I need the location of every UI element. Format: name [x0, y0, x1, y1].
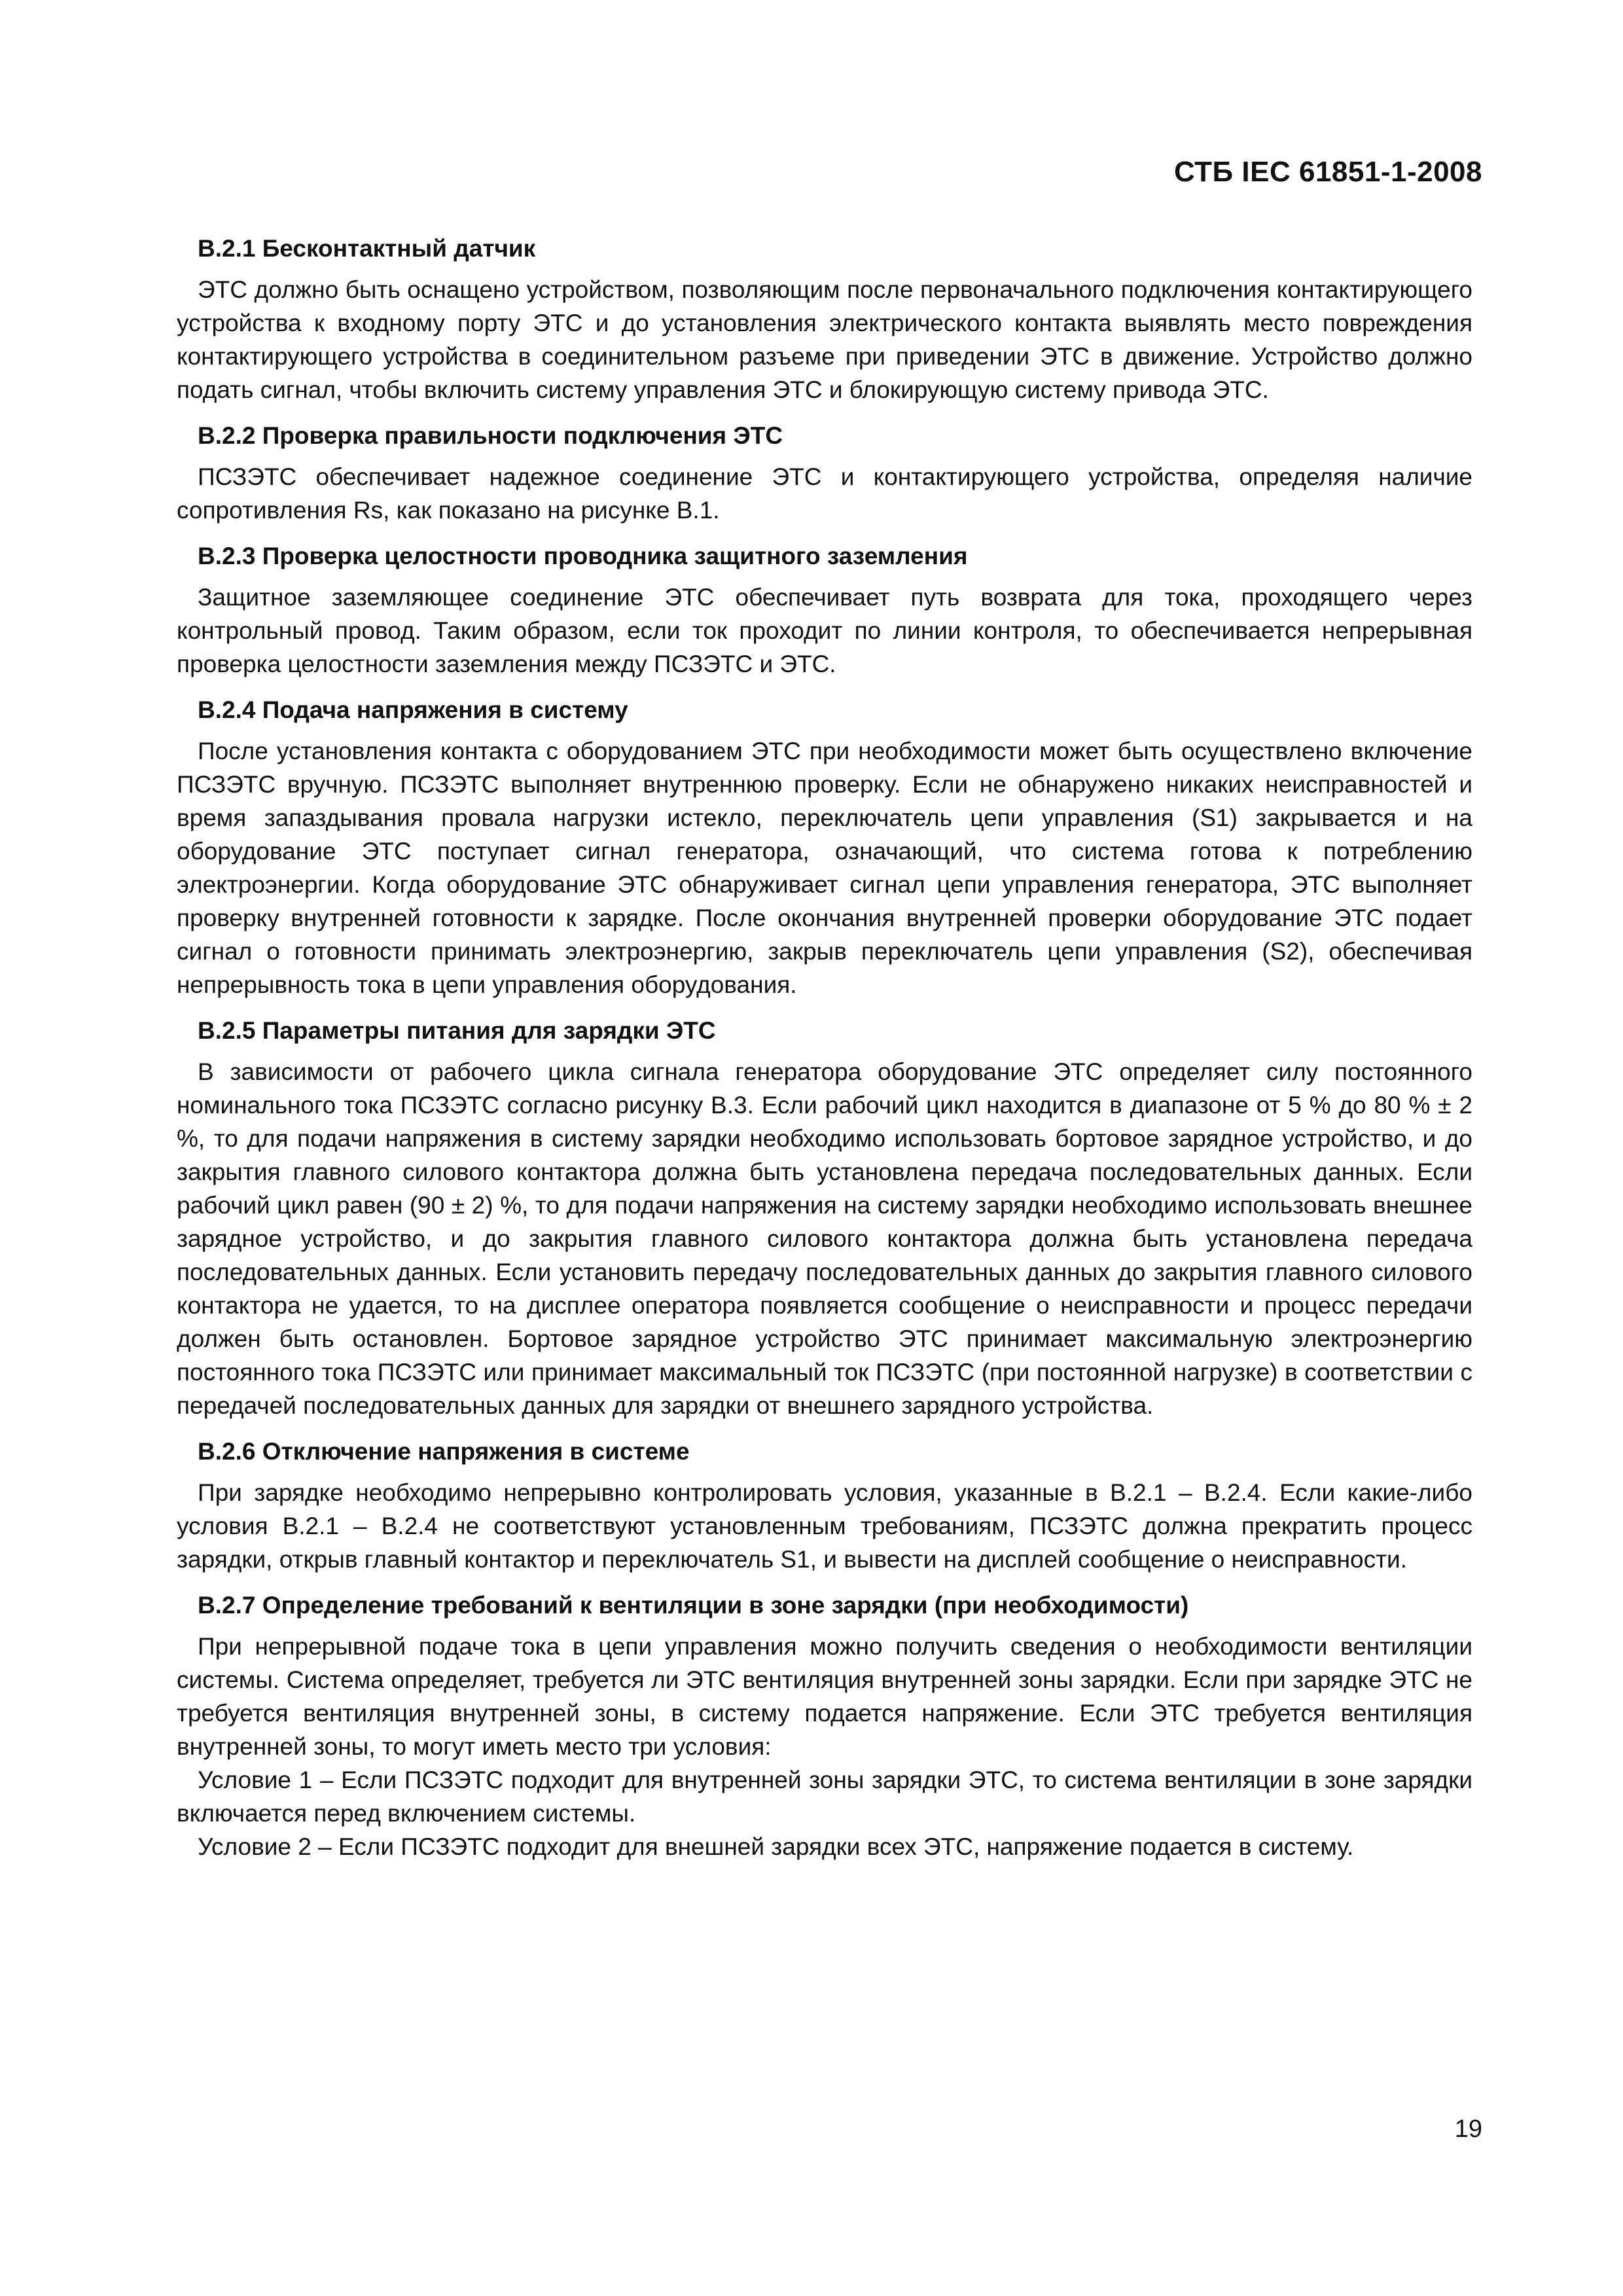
section-heading: B.2.3 Проверка целостности проводника защитного заземления — [198, 543, 968, 569]
section-heading: B.2.5 Параметры питания для зарядки ЭТС — [198, 1017, 716, 1044]
section-b-2-1 — [177, 232, 1472, 406]
paragraph: Защитное заземляющее соединение ЭТС обеспечивает путь возврата для тока, проходящего через контрольный провод. Таким образом, если ток проходит по линии контроля, то обеспечивается непрерывная проверка целостности заземления между ПСЗЭТС и ЭТС. — [177, 584, 1472, 677]
section-b-2-3 — [177, 540, 1472, 681]
page-number: 19 — [1454, 2115, 1482, 2143]
section-heading: B.2.2 Проверка правильности подключения ЭТС — [198, 422, 783, 449]
section-b-2-6 — [177, 1435, 1472, 1576]
section-b-2-4 — [177, 694, 1472, 1001]
document-id-header: СТБ IEC 61851-1-2008 — [1174, 156, 1482, 188]
section-b-2-2 — [177, 420, 1472, 527]
section-heading: B.2.1 Бесконтактный датчик — [198, 235, 536, 262]
section-b-2-5 — [177, 1014, 1472, 1422]
condition-2-paragraph: Условие 2 – Если ПСЗЭТС подходит для внешней зарядки всех ЭТС, напряжение подается в систему. — [198, 1833, 1354, 1860]
paragraph: В зависимости от рабочего цикла сигнала генератора оборудование ЭТС определяет силу постоянного номинального тока ПСЗЭТС согласно рисунку B.3. Если рабочий цикл находится в диапазоне от 5 % до 80 % ± 2 %, то для подачи напряжения в систему зарядки необходимо использовать бортовое зарядное устройство, и до закрытия главного силового контактора должна быть установлена передача последовательных данных. Если рабочий цикл равен (90 ± 2) %, то для подачи напряжения на систему зарядки необходимо использовать внешнее зарядное устройство, и до закрытия главного силового контактора должна быть установлена передача последовательных данных. Если установить передачу последовательных данных до закрытия главного силового контактора не удается, то на дисплее оператора появляется сообщение о неисправности и процесс передачи должен быть остановлен. Бортовое зарядное устройство ЭТС принимает максимальную электроэнергию постоянного тока ПСЗЭТС или принимает максимальный ток ПСЗЭТС (при постоянной нагрузке) в соответствии с передачей последовательных данных для зарядки от внешнего зарядного устройства. — [177, 1058, 1472, 1419]
section-heading: B.2.4 Подача напряжения в систему — [198, 696, 628, 723]
document-body — [177, 232, 1472, 1863]
paragraph: После установления контакта с оборудованием ЭТС при необходимости может быть осуществлено включение ПСЗЭТС вручную. ПСЗЭТС выполняет внутреннюю проверку. Если не обнаружено никаких неисправностей и время запаздывания провала нагрузки истекло, переключатель цепи управления (S1) закрывается и на оборудование ЭТС поступает сигнал генератора, означающий, что система готова к потреблению электроэнергии. Когда оборудование ЭТС обнаруживает сигнал цепи управления генератора, ЭТС выполняет проверку внутренней готовности к зарядке. После окончания внутренней проверки оборудование ЭТС подает сигнал о готовности принимать электроэнергию, закрыв переключатель цепи управления (S2), обеспечивая непрерывность тока в цепи управления оборудования. — [177, 738, 1472, 998]
condition-1-paragraph: Условие 1 – Если ПСЗЭТС подходит для внутренней зоны зарядки ЭТС, то система вентиляции в зоне зарядки включается перед включением системы. — [177, 1767, 1472, 1827]
paragraph: При зарядке необходимо непрерывно контролировать условия, указанные в B.2.1 – B.2.4. Если какие-либо условия B.2.1 – B.2.4 не соответствуют установленным требованиям, ПСЗЭТС должна прекратить процесс зарядки, открыв главный контактор и переключатель S1, и вывести на дисплей сообщение о неисправности. — [177, 1479, 1472, 1573]
paragraph: При непрерывной подаче тока в цепи управления можно получить сведения о необходимости вентиляции системы. Система определяет, требуется ли ЭТС вентиляция внутренней зоны зарядки. Если при зарядке ЭТС не требуется вентиляция внутренней зоны, в систему подается напряжение. Если ЭТС требуется вентиляция внутренней зоны, то могут иметь место три условия: — [177, 1633, 1472, 1760]
section-heading: B.2.7 Определение требований к вентиляции в зоне зарядки (при необходимости) — [198, 1592, 1189, 1619]
section-heading: B.2.6 Отключение напряжения в системе — [198, 1438, 690, 1465]
section-b-2-7 — [177, 1589, 1472, 1863]
paragraph: ПСЗЭТС обеспечивает надежное соединение ЭТС и контактирующего устройства, определяя наличие сопротивления Rs, как показано на рисунке B.1. — [177, 463, 1472, 524]
paragraph: ЭТС должно быть оснащено устройством, позволяющим после первоначального подключения контактирующего устройства к входному порту ЭТС и до установления электрического контакта выявлять место повреждения контактирующего устройства в соединительном разъеме при приведении ЭТС в движение. Устройство должно подать сигнал, чтобы включить систему управления ЭТС и блокирующую систему привода ЭТС. — [177, 276, 1472, 403]
